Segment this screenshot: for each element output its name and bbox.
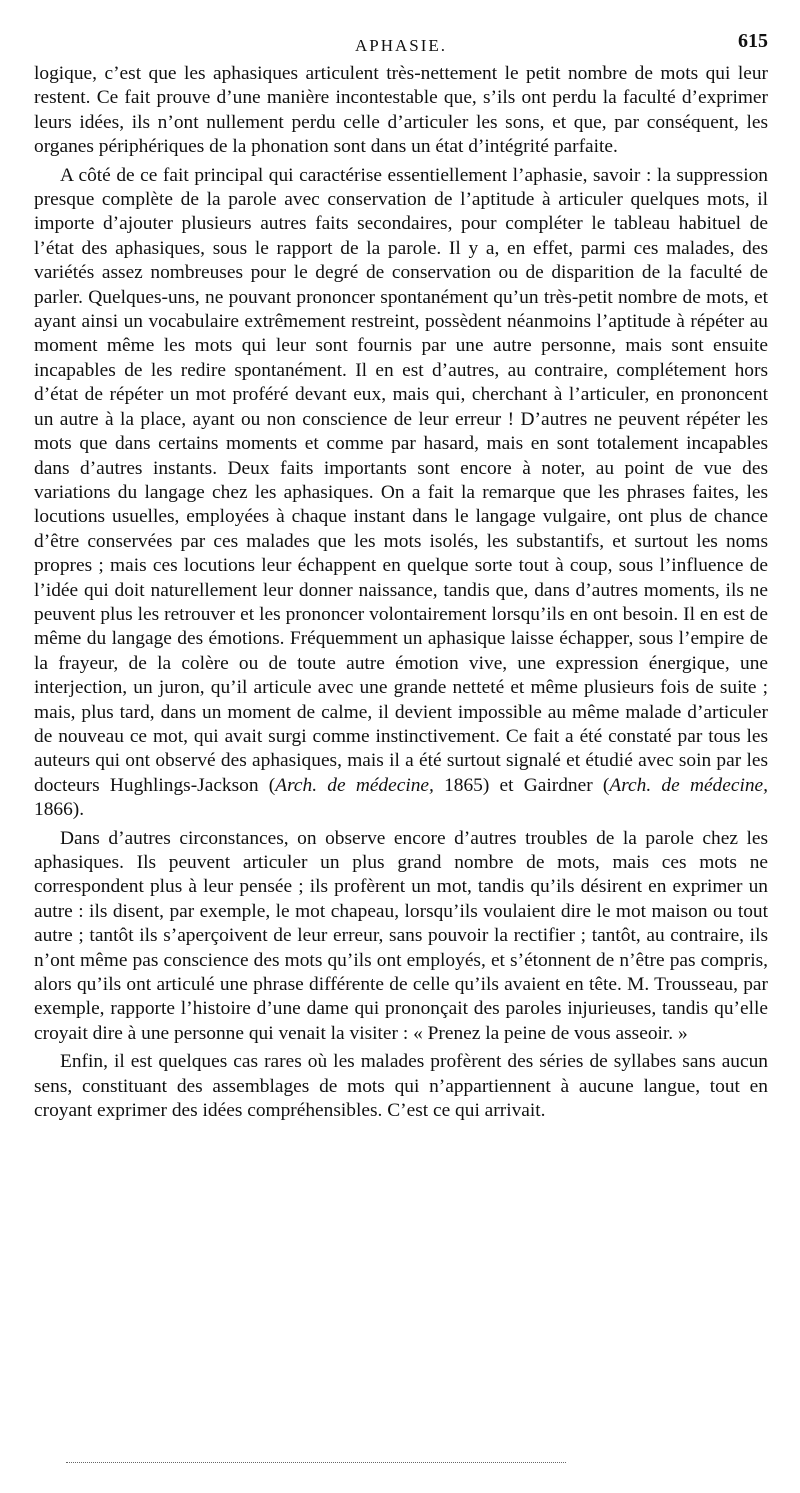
running-head: [34, 22, 768, 62]
paragraph-secondary-facts: [34, 164, 768, 823]
citation-year-2: 1866).: [34, 799, 85, 821]
paragraph-syllable-series: Enfin, il est quelques cas rares où les malades profèrent des séries de syllabes sans aucun sens, constituant des assemblages de mots qui n’appartiennent à aucune langue, tout en croyant exprimer des idées compréhensibles. C’est ce qui arrivait.: [34, 1051, 768, 1122]
running-title: APHASIE.: [354, 36, 448, 55]
book-page: [34, 22, 768, 1123]
citation-journal-2: Arch. de médecine,: [609, 774, 768, 796]
paragraph-word-substitution: Dans d’autres circonstances, on observe encore d’autres troubles de la parole chez les aphasiques. Ils peuvent articuler un plus grand nombre de mots, mais ces mots ne correspondent plus à leur pensée ; ils profèrent un mot, tandis qu’ils désirent en exprimer un autre : ils disent, par exemple, le mot chapeau, lorsqu’ils voulaient dire le mot maison ou tout autre ; tantôt ils s’aperçoivent de leur erreur, sans pouvoir la rectifier ; tantôt, au contraire, ils n’ont même pas conscience des mots qu’ils ont employés, et s’étonnent de n’être pas compris, alors qu’ils ont articulé une phrase différente de celle qu’ils avaient en tête. M. Trousseau, par exemple, rapporte l’histoire d’une dame qui prononçait des paroles injurieuses, tandis qu’elle croyait dire à une personne qui venait la visiter : « Prenez la peine de vous asseoir. »: [34, 827, 768, 1044]
page-number: 615: [738, 30, 768, 52]
citation-journal-1: Arch. de médecine,: [275, 774, 434, 796]
citation-year-1: 1865) et Gairdner (: [433, 774, 610, 796]
footer-dotted-rule: [66, 1462, 566, 1463]
paragraph-continuation: logique, c’est que les aphasiques articulent très-nettement le petit nombre de mots qui leur restent. Ce fait prouve d’une manière incontestable que, s’ils ont perdu la faculté d’exprimer leurs idées, ils n’ont nullement perdu celle d’articuler les sons, et que, par conséquent, les organes périphériques de la phonation sont dans un état d’intégrité parfaite.: [34, 63, 768, 158]
paragraph-secondary-facts-text: A côté de ce fait principal qui caractérise essentiellement l’aphasie, savoir : la suppression presque complète de la parole avec conservation de l’aptitude à articuler quelques mots, il importe d’ajouter plusieurs autres faits secondaires, pour compléter le tableau habituel de l’état des aphasiques, sous le rapport de la parole. Il y a, en effet, parmi ces malades, des variétés assez nombreuses pour le degré de conservation ou de disparition de la faculté de parler. Quelques-uns, ne pouvant prononcer spontanément qu’un très-petit nombre de mots, et ayant ainsi un vocabulaire extrêmement restreint, possèdent néanmoins l’aptitude à répéter au moment même les mots qui leur sont fournis par une autre personne, mais sont ensuite incapables de les redire spontanément. Il en est d’autres, au contraire, complétement hors d’état de répéter un mot proféré devant eux, mais qui, cherchant à l’articuler, en prononcent un autre à la place, ayant ou non conscience de leur erreur ! D’autres ne peuvent répéter les mots que dans certains moments et comme par hasard, mais en sont totalement incapables dans d’autres instants. Deux faits importants sont encore à noter, au point de vue des variations du langage chez les aphasiques. On a fait la remarque que les phrases faites, les locutions usuelles, employées à chaque instant dans le langage vulgaire, ont plus de chance d’être conservées par ces malades que les mots isolés, les substantifs, et surtout les noms propres ; mais ces locutions leur échappent en quelque sorte tout à coup, sous l’influence de l’idée qui doit naturellement leur donner naissance, tandis que, dans d’autres moments, ils ne peuvent plus les retrouver et les prononcer volontairement lorsqu’ils en ont besoin. Il en est de même du langage des émotions. Fréquemment un aphasique laisse échapper, sous l’empire de la frayeur, de la colère ou de toute autre émotion vive, une expression énergique, une interjection, un juron, qu’il articule avec une grande netteté et même plusieurs fois de suite ; mais, plus tard, dans un moment de calme, il devient impossible au même malade d’articuler de nouveau ce mot, qui avait surgi comme instinctivement. Ce fait a été constaté par tous les auteurs qui ont observé des aphasiques, mais il a été surtout signalé et étudié avec soin par les docteurs Hughlings-Jackson (: [34, 164, 768, 796]
